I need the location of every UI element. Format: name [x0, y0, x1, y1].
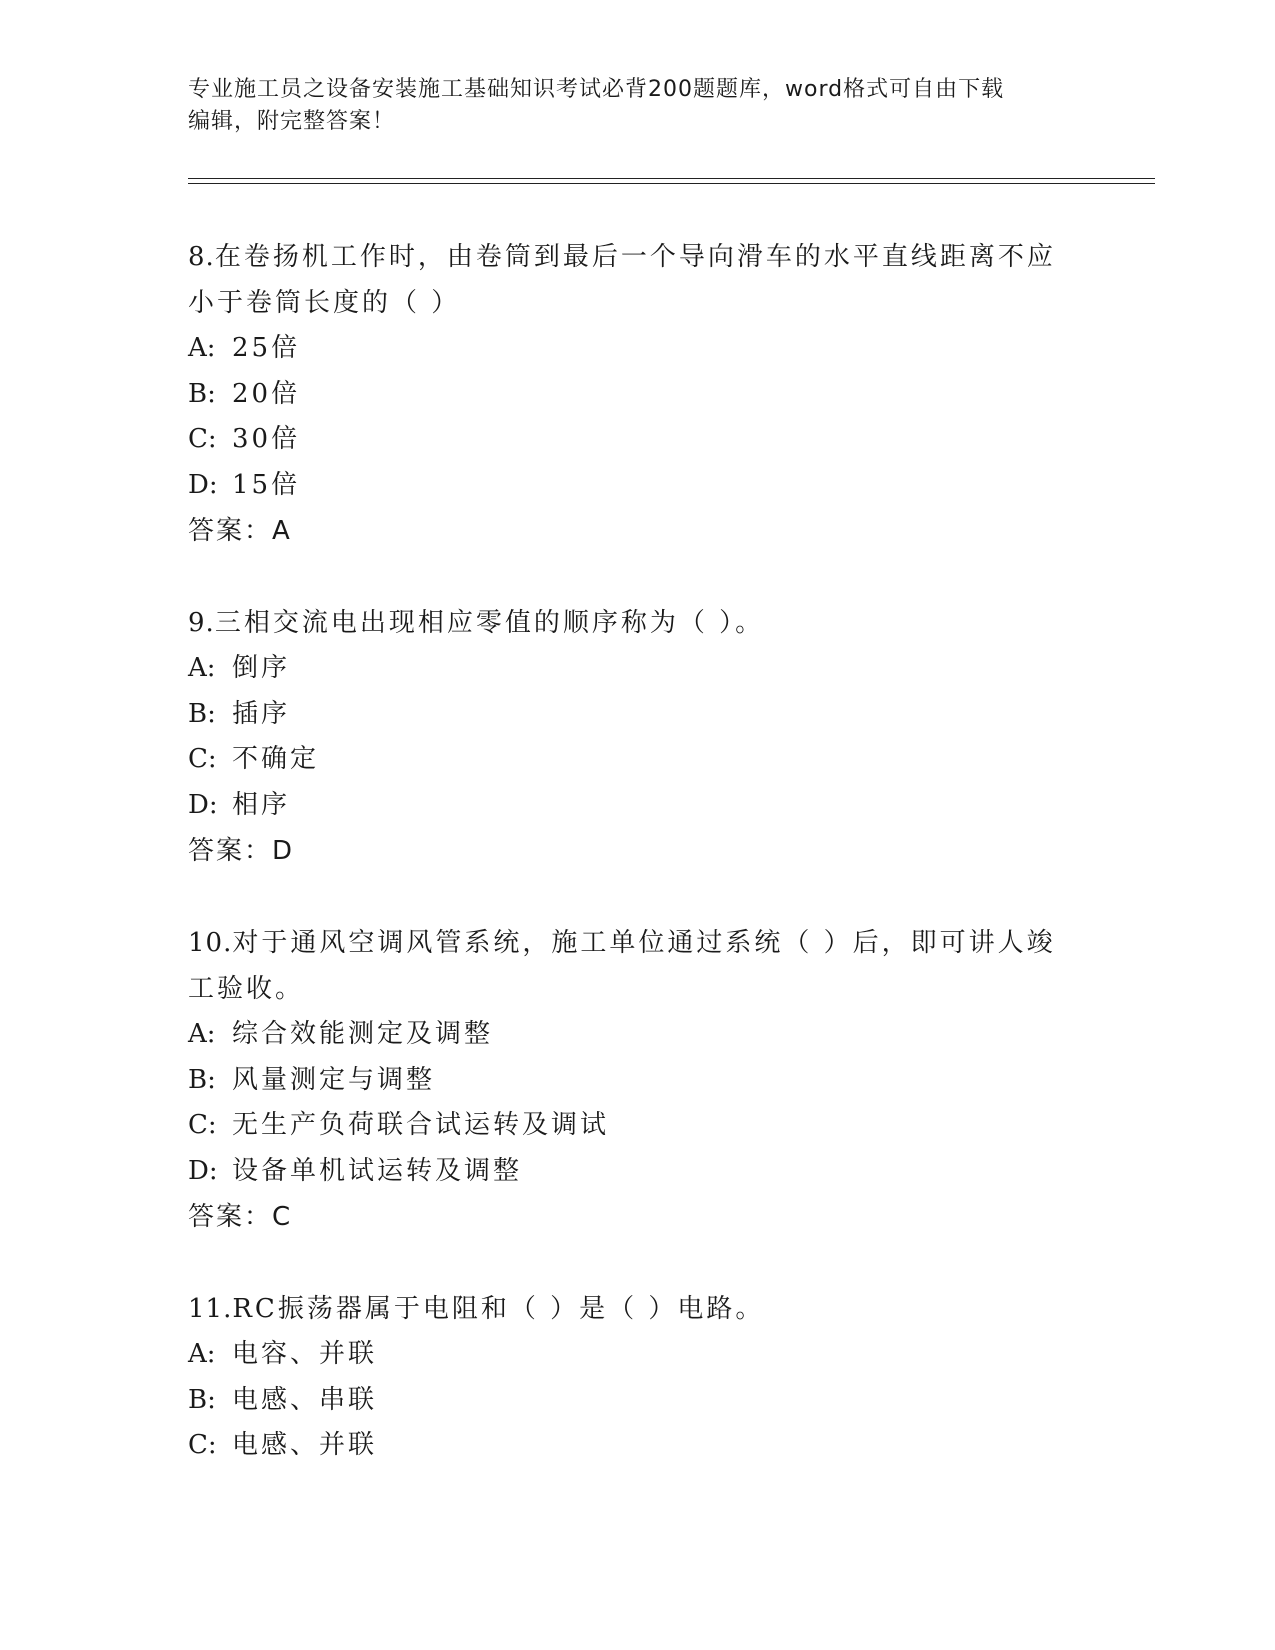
question-stem-line-1: 对于通风空调风管系统，施工单位通过系统（ ）后，即可讲人竣 — [232, 928, 1056, 958]
answer-line: 答案：C — [188, 1202, 293, 1232]
question-10 — [188, 920, 1068, 1240]
question-8 — [188, 234, 1068, 554]
option-key: C: — [188, 1110, 217, 1140]
option-key: B: — [188, 1384, 216, 1415]
option-b — [188, 372, 1068, 418]
question-list — [188, 234, 1068, 1515]
option-b — [188, 692, 1068, 738]
header-line-2: 编辑，附完整答案！ — [188, 109, 396, 134]
option-c — [188, 417, 1068, 463]
option-key: B: — [188, 698, 216, 729]
option-text: 综合效能测定及调整 — [232, 1019, 494, 1049]
option-c — [188, 1423, 1068, 1469]
question-number: 8. — [188, 242, 215, 272]
option-a — [188, 326, 1068, 372]
option-text: 25倍 — [232, 333, 301, 363]
answer-line: 答案：D — [188, 836, 295, 866]
option-text: 20倍 — [232, 378, 301, 409]
option-text: 电感、串联 — [232, 1384, 378, 1415]
question-stem-line-2: 工验收。 — [188, 974, 305, 1004]
option-key: A: — [188, 1019, 216, 1049]
option-d — [188, 1149, 1068, 1195]
option-text: 无生产负荷联合试运转及调试 — [232, 1110, 610, 1140]
option-key: C: — [188, 744, 217, 774]
option-key: C: — [188, 424, 217, 454]
option-text: 电容、并联 — [232, 1339, 378, 1369]
option-a — [188, 1012, 1068, 1058]
option-key: B: — [188, 1064, 216, 1095]
option-d — [188, 783, 1068, 829]
option-c — [188, 737, 1068, 783]
option-key: A: — [188, 333, 216, 363]
question-stem-line-1: 三相交流电出现相应零值的顺序称为（ ）。 — [214, 608, 765, 638]
option-text: 电感、并联 — [232, 1430, 378, 1460]
question-stem — [188, 920, 1068, 966]
option-text: 相序 — [232, 789, 291, 820]
question-stem — [188, 1286, 1068, 1332]
question-11 — [188, 1286, 1068, 1469]
option-a — [188, 1332, 1068, 1378]
option-text: 风量测定与调整 — [232, 1064, 436, 1095]
option-c — [188, 1103, 1068, 1149]
option-text: 15倍 — [232, 469, 301, 500]
option-b — [188, 1378, 1068, 1424]
option-text: 不确定 — [232, 744, 320, 774]
question-9 — [188, 600, 1068, 874]
document-header — [188, 74, 1088, 138]
answer-line: 答案：A — [188, 516, 292, 546]
header-divider-top — [188, 178, 1155, 179]
header-line-1: 专业施工员之设备安装施工基础知识考试必背200题题库，word格式可自由下载 — [188, 77, 1005, 102]
question-number: 11. — [188, 1294, 233, 1324]
option-d — [188, 463, 1068, 509]
option-key: B: — [188, 378, 216, 409]
question-number: 9. — [188, 608, 215, 638]
option-key: D: — [188, 469, 218, 500]
question-stem-line-1: 在卷扬机工作时，由卷筒到最后一个导向滑车的水平直线距离不应 — [214, 242, 1056, 272]
option-key: D: — [188, 1155, 218, 1186]
option-text: 倒序 — [232, 653, 291, 683]
option-text: 设备单机试运转及调整 — [232, 1155, 523, 1186]
option-key: A: — [188, 1339, 216, 1369]
question-stem — [188, 600, 1068, 646]
option-text: 插序 — [232, 698, 291, 729]
question-stem-line-2: 小于卷筒长度的（ ） — [188, 288, 461, 318]
option-key: A: — [188, 653, 216, 683]
option-a — [188, 646, 1068, 692]
option-key: D: — [188, 789, 218, 820]
question-stem — [188, 234, 1068, 280]
option-key: C: — [188, 1430, 217, 1460]
header-divider-bottom — [188, 183, 1155, 184]
question-stem-line-1: RC振荡器属于电阻和（ ）是（ ）电路。 — [232, 1294, 765, 1324]
question-number: 10. — [188, 928, 233, 958]
option-b — [188, 1058, 1068, 1104]
option-text: 30倍 — [232, 424, 301, 454]
